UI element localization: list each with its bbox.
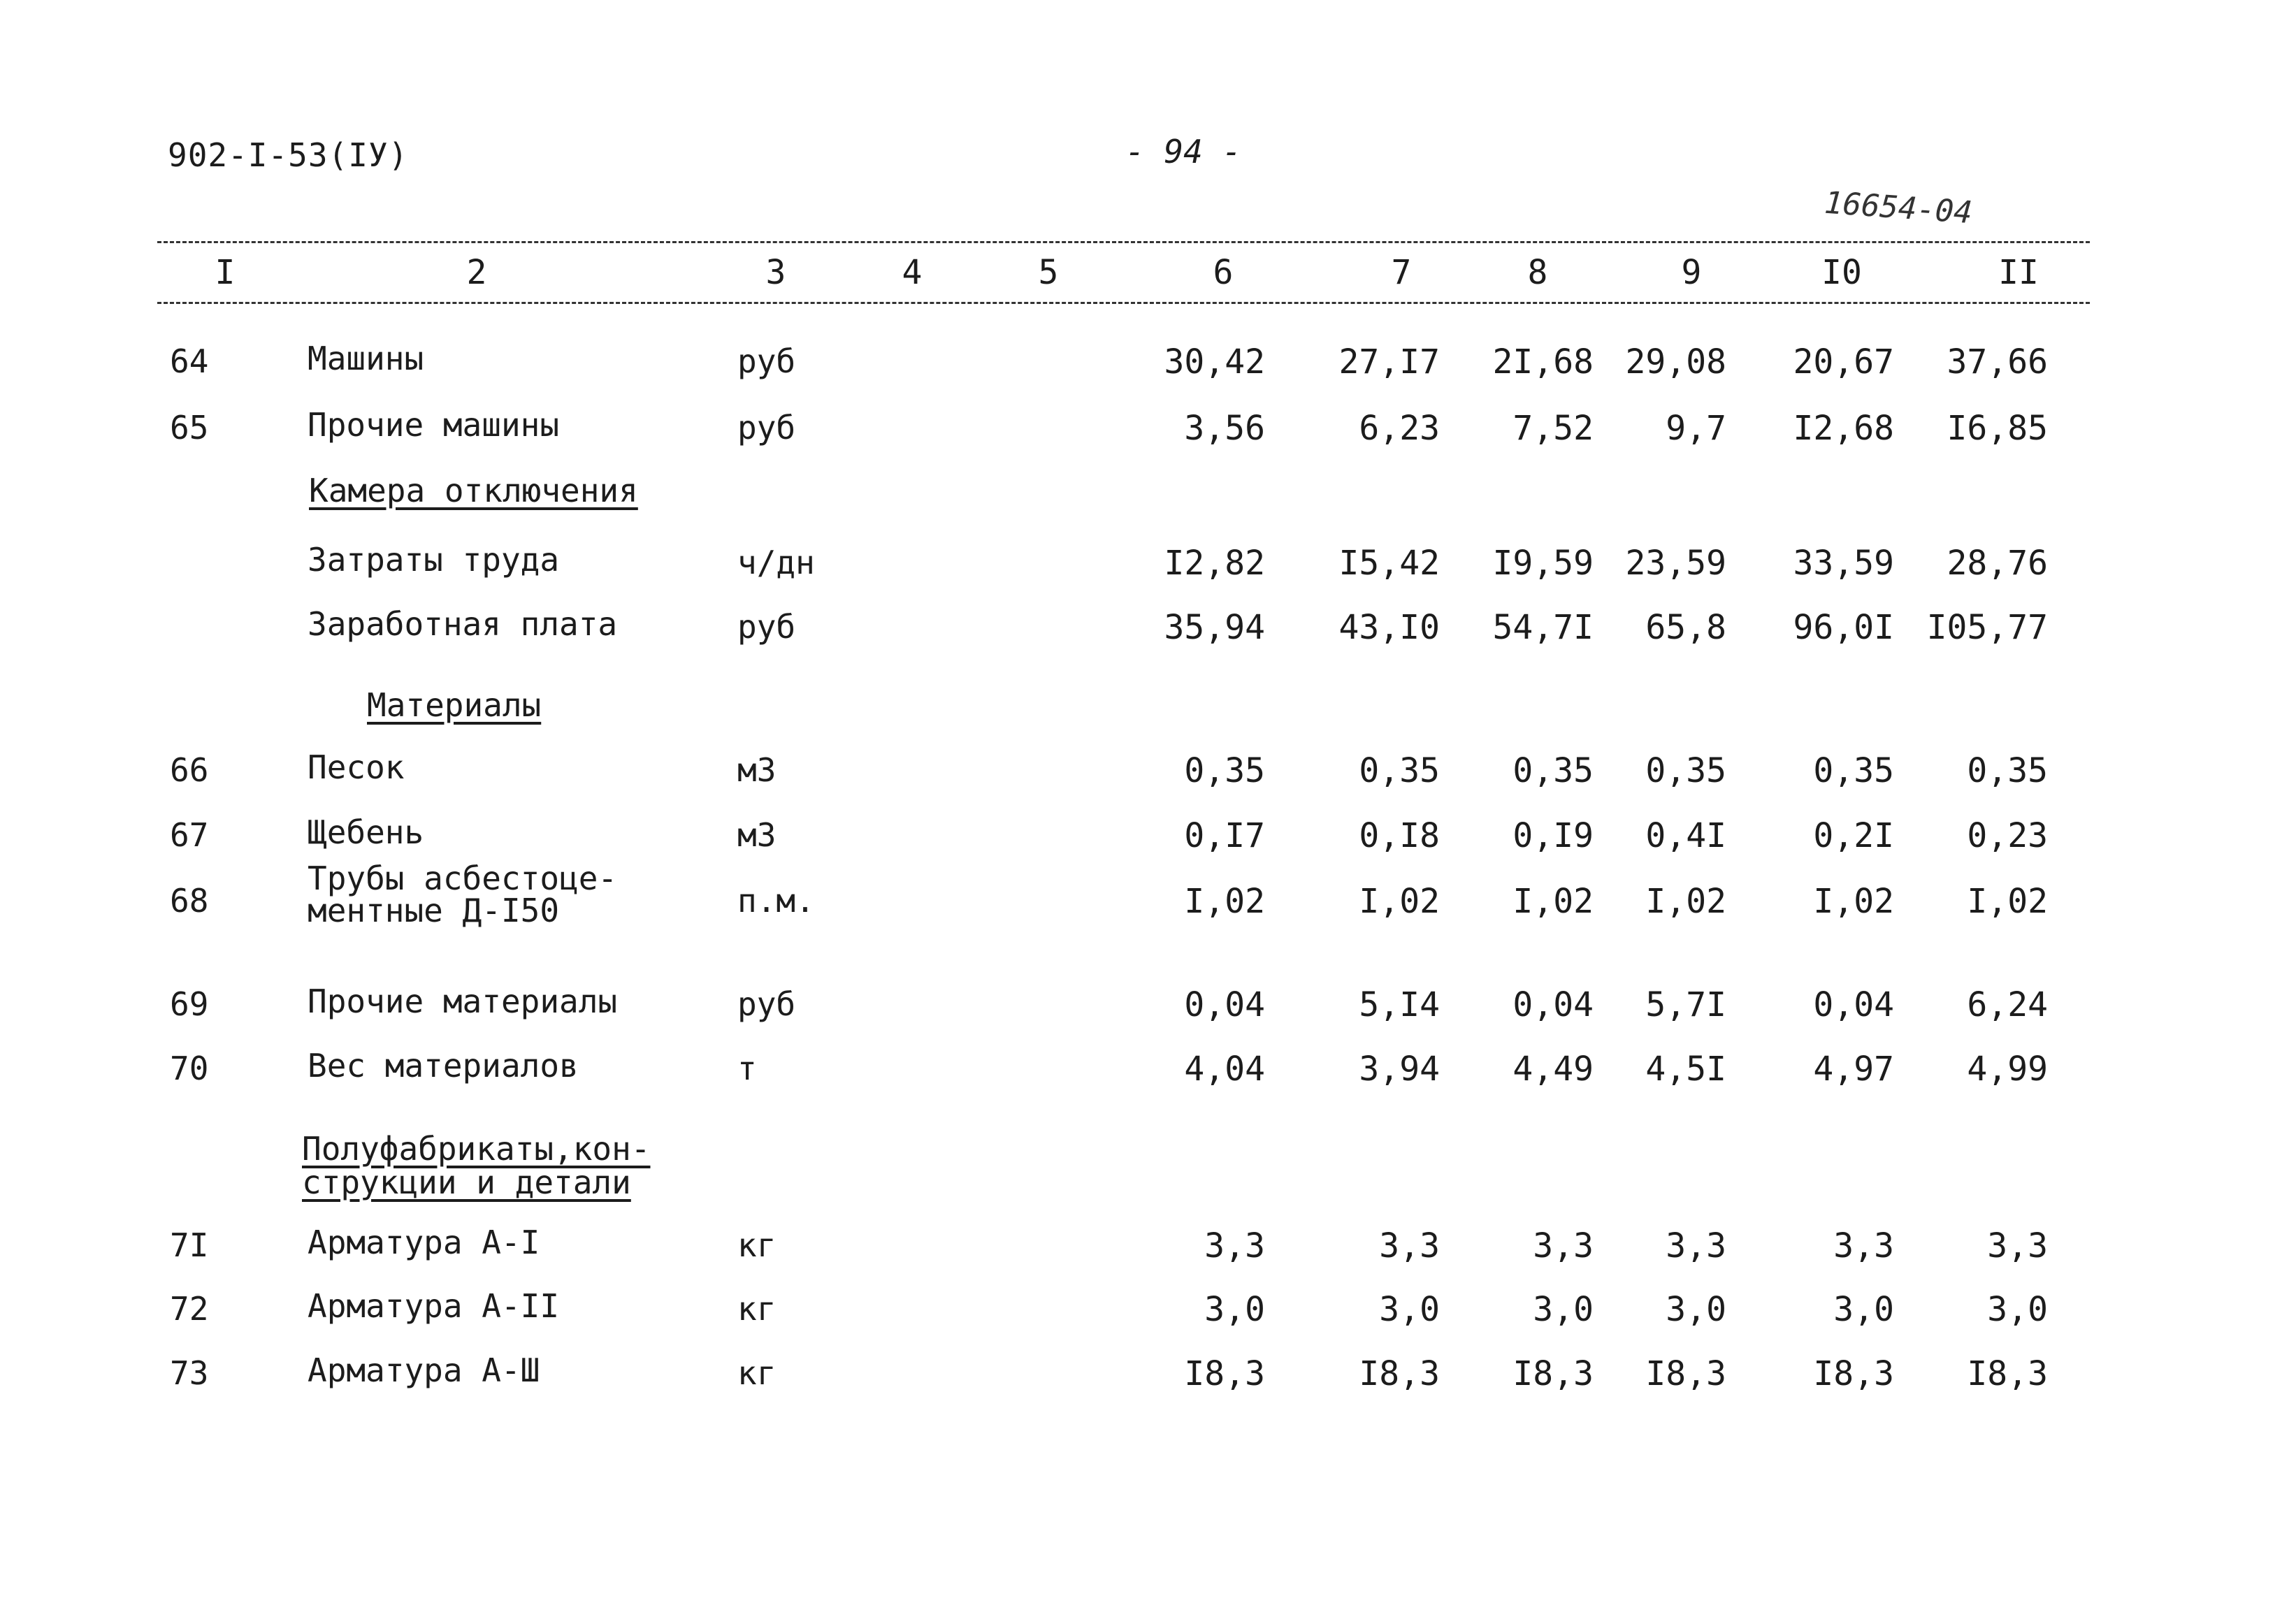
value-cell: I,02: [1967, 882, 2048, 921]
table-top-rule: [157, 241, 2090, 243]
table-row: [0, 982, 2296, 1034]
column-header: II: [1998, 253, 2039, 292]
value-cell: 5,I4: [1359, 985, 1440, 1024]
value-cell: 5,7I: [1645, 985, 1726, 1024]
row-name: Песок: [308, 748, 405, 786]
column-header: 7: [1391, 253, 1412, 292]
value-cell: 0,35: [1184, 751, 1265, 790]
value-cell: 3,0: [1204, 1290, 1265, 1329]
row-name: Затраты труда: [308, 541, 560, 579]
value-cell: 0,35: [1645, 751, 1726, 790]
value-cell: 0,35: [1359, 751, 1440, 790]
value-cell: 3,0: [1666, 1290, 1726, 1329]
row-number: 70: [170, 1050, 209, 1087]
section-materials: Материалы: [367, 686, 542, 724]
value-cell: I8,3: [1813, 1354, 1894, 1393]
value-cell: I8,3: [1359, 1354, 1440, 1393]
value-cell: 27,I7: [1338, 342, 1440, 382]
column-header: I: [215, 253, 236, 292]
row-name: Щебень: [308, 813, 424, 851]
value-cell: 0,I7: [1184, 816, 1265, 855]
value-cell: 4,49: [1512, 1050, 1594, 1089]
table-row: [0, 859, 2296, 931]
value-cell: 0,04: [1813, 985, 1894, 1024]
row-number: 69: [170, 985, 209, 1023]
column-header: 8: [1527, 253, 1548, 292]
value-cell: I,02: [1645, 882, 1726, 921]
row-unit: ч/дн: [737, 544, 815, 581]
value-cell: 3,0: [1987, 1290, 2048, 1329]
value-cell: 3,0: [1379, 1290, 1440, 1329]
row-unit: кг: [737, 1354, 777, 1392]
column-header: 2: [466, 253, 487, 292]
archive-number: 16654-04: [1823, 184, 1974, 231]
value-cell: 30,42: [1164, 342, 1265, 382]
row-number: 66: [170, 751, 209, 789]
value-cell: 0,4I: [1645, 816, 1726, 855]
page-number: - 94 -: [1125, 133, 1242, 171]
value-cell: 3,3: [1666, 1226, 1726, 1265]
value-cell: I,02: [1184, 882, 1265, 921]
column-header: 6: [1213, 253, 1234, 292]
row-unit: м3: [737, 816, 777, 854]
value-cell: 4,5I: [1645, 1050, 1726, 1089]
header-bottom-rule: [157, 302, 2090, 304]
value-cell: 3,3: [1204, 1226, 1265, 1265]
row-unit: кг: [737, 1290, 777, 1328]
value-cell: 7,52: [1512, 409, 1594, 448]
section-semi-finished: Полуфабрикаты,кон- струкции и детали: [302, 1130, 651, 1201]
column-header: 5: [1038, 253, 1059, 292]
value-cell: I8,3: [1645, 1354, 1726, 1393]
value-cell: 3,56: [1184, 409, 1265, 448]
column-header: 3: [765, 253, 786, 292]
row-unit: п.м.: [737, 882, 815, 920]
table-row: [0, 1047, 2296, 1098]
value-cell: I8,3: [1967, 1354, 2048, 1393]
value-cell: 0,04: [1512, 985, 1594, 1024]
table-row: [0, 541, 2296, 593]
value-cell: 6,24: [1967, 985, 2048, 1024]
value-cell: 6,23: [1359, 409, 1440, 448]
value-cell: I05,77: [1926, 608, 2048, 647]
value-cell: 35,94: [1164, 608, 1265, 647]
row-number: 73: [170, 1354, 209, 1392]
value-cell: 4,99: [1967, 1050, 2048, 1089]
value-cell: 0,35: [1512, 751, 1594, 790]
value-cell: 0,04: [1184, 985, 1265, 1024]
value-cell: 43,I0: [1338, 608, 1440, 647]
document-code: 902-I-53(IУ): [168, 136, 409, 174]
row-unit: т: [737, 1050, 757, 1087]
row-name: Арматура А-I: [308, 1224, 540, 1261]
value-cell: 3,94: [1359, 1050, 1440, 1089]
row-unit: м3: [737, 751, 777, 789]
row-number: 65: [170, 409, 209, 447]
value-cell: 3,3: [1987, 1226, 2048, 1265]
row-unit: руб: [737, 409, 796, 447]
value-cell: 33,59: [1793, 544, 1894, 583]
value-cell: 0,2I: [1813, 816, 1894, 855]
value-cell: 0,I8: [1359, 816, 1440, 855]
value-cell: 54,7I: [1492, 608, 1594, 647]
row-unit: руб: [737, 342, 796, 380]
row-unit: руб: [737, 608, 796, 646]
value-cell: 0,23: [1967, 816, 2048, 855]
value-cell: I8,3: [1184, 1354, 1265, 1393]
column-header: 9: [1681, 253, 1702, 292]
row-number: 68: [170, 882, 209, 920]
row-number: 67: [170, 816, 209, 854]
value-cell: 9,7: [1666, 409, 1726, 448]
section-camera: Камера отключения: [309, 472, 638, 509]
row-name: Прочие машины: [308, 406, 560, 444]
row-name: Машины: [308, 340, 424, 377]
value-cell: 23,59: [1625, 544, 1726, 583]
table-row: [0, 813, 2296, 865]
table-row: [0, 406, 2296, 458]
value-cell: I6,85: [1947, 409, 2048, 448]
table-row: [0, 748, 2296, 800]
value-cell: I,02: [1359, 882, 1440, 921]
table-row: [0, 1351, 2296, 1403]
value-cell: I9,59: [1492, 544, 1594, 583]
value-cell: I,02: [1813, 882, 1894, 921]
row-name: Трубы асбестоце- ментные Д-I50: [308, 859, 618, 929]
row-name: Вес материалов: [308, 1047, 579, 1085]
value-cell: 2I,68: [1492, 342, 1594, 382]
value-cell: 3,3: [1833, 1226, 1894, 1265]
row-number: 72: [170, 1290, 209, 1328]
value-cell: 4,97: [1813, 1050, 1894, 1089]
value-cell: 96,0I: [1793, 608, 1894, 647]
value-cell: 3,0: [1533, 1290, 1594, 1329]
value-cell: I2,82: [1164, 544, 1265, 583]
value-cell: 29,08: [1625, 342, 1726, 382]
value-cell: 3,3: [1533, 1226, 1594, 1265]
value-cell: 0,35: [1967, 751, 2048, 790]
row-number: 7I: [170, 1226, 209, 1264]
row-number: 64: [170, 342, 209, 380]
value-cell: 65,8: [1645, 608, 1726, 647]
value-cell: 3,3: [1379, 1226, 1440, 1265]
row-name: Арматура А-II: [308, 1287, 560, 1325]
column-header: I0: [1821, 253, 1862, 292]
table-row: [0, 605, 2296, 657]
row-name: Прочие материалы: [308, 982, 618, 1020]
row-unit: кг: [737, 1226, 777, 1264]
value-cell: 20,67: [1793, 342, 1894, 382]
table-row: [0, 342, 2296, 391]
value-cell: 3,0: [1833, 1290, 1894, 1329]
column-header: 4: [902, 253, 923, 292]
value-cell: 0,I9: [1512, 816, 1594, 855]
row-unit: руб: [737, 985, 796, 1023]
table-row: [0, 1287, 2296, 1339]
value-cell: 28,76: [1947, 544, 2048, 583]
row-name: Арматура А-Ш: [308, 1351, 540, 1389]
value-cell: I5,42: [1338, 544, 1440, 583]
row-name: Заработная плата: [308, 605, 618, 643]
value-cell: I,02: [1512, 882, 1594, 921]
value-cell: I2,68: [1793, 409, 1894, 448]
value-cell: I8,3: [1512, 1354, 1594, 1393]
value-cell: 37,66: [1947, 342, 2048, 382]
value-cell: 0,35: [1813, 751, 1894, 790]
table-row: [0, 1226, 2296, 1275]
value-cell: 4,04: [1184, 1050, 1265, 1089]
